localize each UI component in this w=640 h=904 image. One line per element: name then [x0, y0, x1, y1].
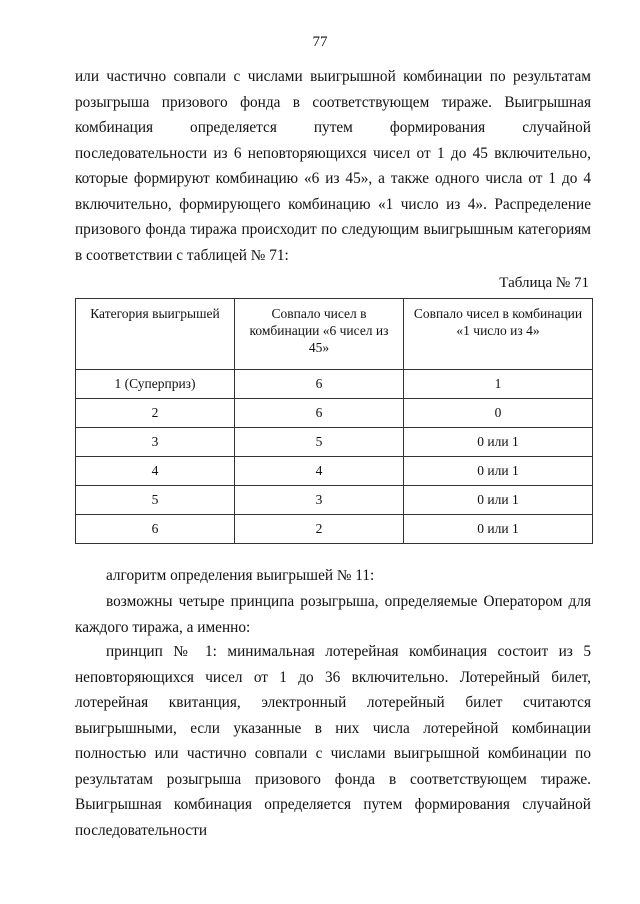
cell-category: 3 — [76, 428, 235, 457]
paragraph-principle-1: принцип № 1: минимальная лотерейная комбинация состоит из 5 неповторяющихся чисел от 1 до 36 включительно. Лотерейный билет, лотерейная квитанция, электронный лотерейный билет считаются выигрышными, если указанные в них числа лотерейной комбинации полностью или частично совпали с числами выигрышной комбинации по результатам розыгрыша призового фонда в соответствующем тираже. Выигрышная комбинация определяется путем формирования случайной последовательности — [75, 643, 591, 839]
cell-match-1-of-4: 0 — [404, 399, 593, 428]
paragraph-draw-principles: возможны четыре принципа розыгрыша, определяемые Оператором для каждого тиража, а именно: — [75, 593, 591, 636]
cell-category: 2 — [76, 399, 235, 428]
table-caption: Таблица № 71 — [499, 275, 589, 291]
table-row — [76, 486, 593, 515]
cell-match-1-of-4: 1 — [404, 370, 593, 399]
cell-category: 4 — [76, 457, 235, 486]
paragraph-algorithm-heading: алгоритм определения выигрышей № 11: — [106, 567, 375, 584]
header-match-1-of-4: Совпало чисел в комбинации «1 число из 4» — [404, 299, 593, 370]
table-row — [76, 457, 593, 486]
cell-match-1-of-4: 0 или 1 — [404, 515, 593, 544]
table-header-row — [76, 299, 593, 370]
page-number: 77 — [312, 34, 328, 50]
cell-match-6-of-45: 6 — [235, 399, 404, 428]
cell-category: 5 — [76, 486, 235, 515]
table-row — [76, 370, 593, 399]
cell-match-1-of-4: 0 или 1 — [404, 486, 593, 515]
cell-match-6-of-45: 6 — [235, 370, 404, 399]
cell-match-6-of-45: 3 — [235, 486, 404, 515]
cell-match-6-of-45: 4 — [235, 457, 404, 486]
cell-match-1-of-4: 0 или 1 — [404, 457, 593, 486]
table-row — [76, 515, 593, 544]
prize-category-table — [75, 298, 593, 544]
cell-category: 6 — [76, 515, 235, 544]
cell-category: 1 (Суперприз) — [76, 370, 235, 399]
cell-match-6-of-45: 5 — [235, 428, 404, 457]
paragraph-prize-distribution: или частично совпали с числами выигрышной комбинации по результатам розыгрыша призового фонда в соответствующем тираже. Выигрышная комбинация определяется путем формирования случайной последовательности из 6 неповторяющихся чисел от 1 до 45 включительно, которые формируют комбинацию «6 из 45», а также одного числа от 1 до 4 включительно, формирующего комбинацию «1 число из 4». Распределение призового фонда тиража происходит по следующим выигрышным категориям в соответствии с таблицей № 71: — [75, 68, 591, 264]
cell-match-6-of-45: 2 — [235, 515, 404, 544]
header-match-6-of-45: Совпало чисел в комбинации «6 чисел из 45» — [235, 299, 404, 370]
header-category: Категория выигрышей — [76, 299, 235, 370]
table-row — [76, 399, 593, 428]
table-row — [76, 428, 593, 457]
cell-match-1-of-4: 0 или 1 — [404, 428, 593, 457]
